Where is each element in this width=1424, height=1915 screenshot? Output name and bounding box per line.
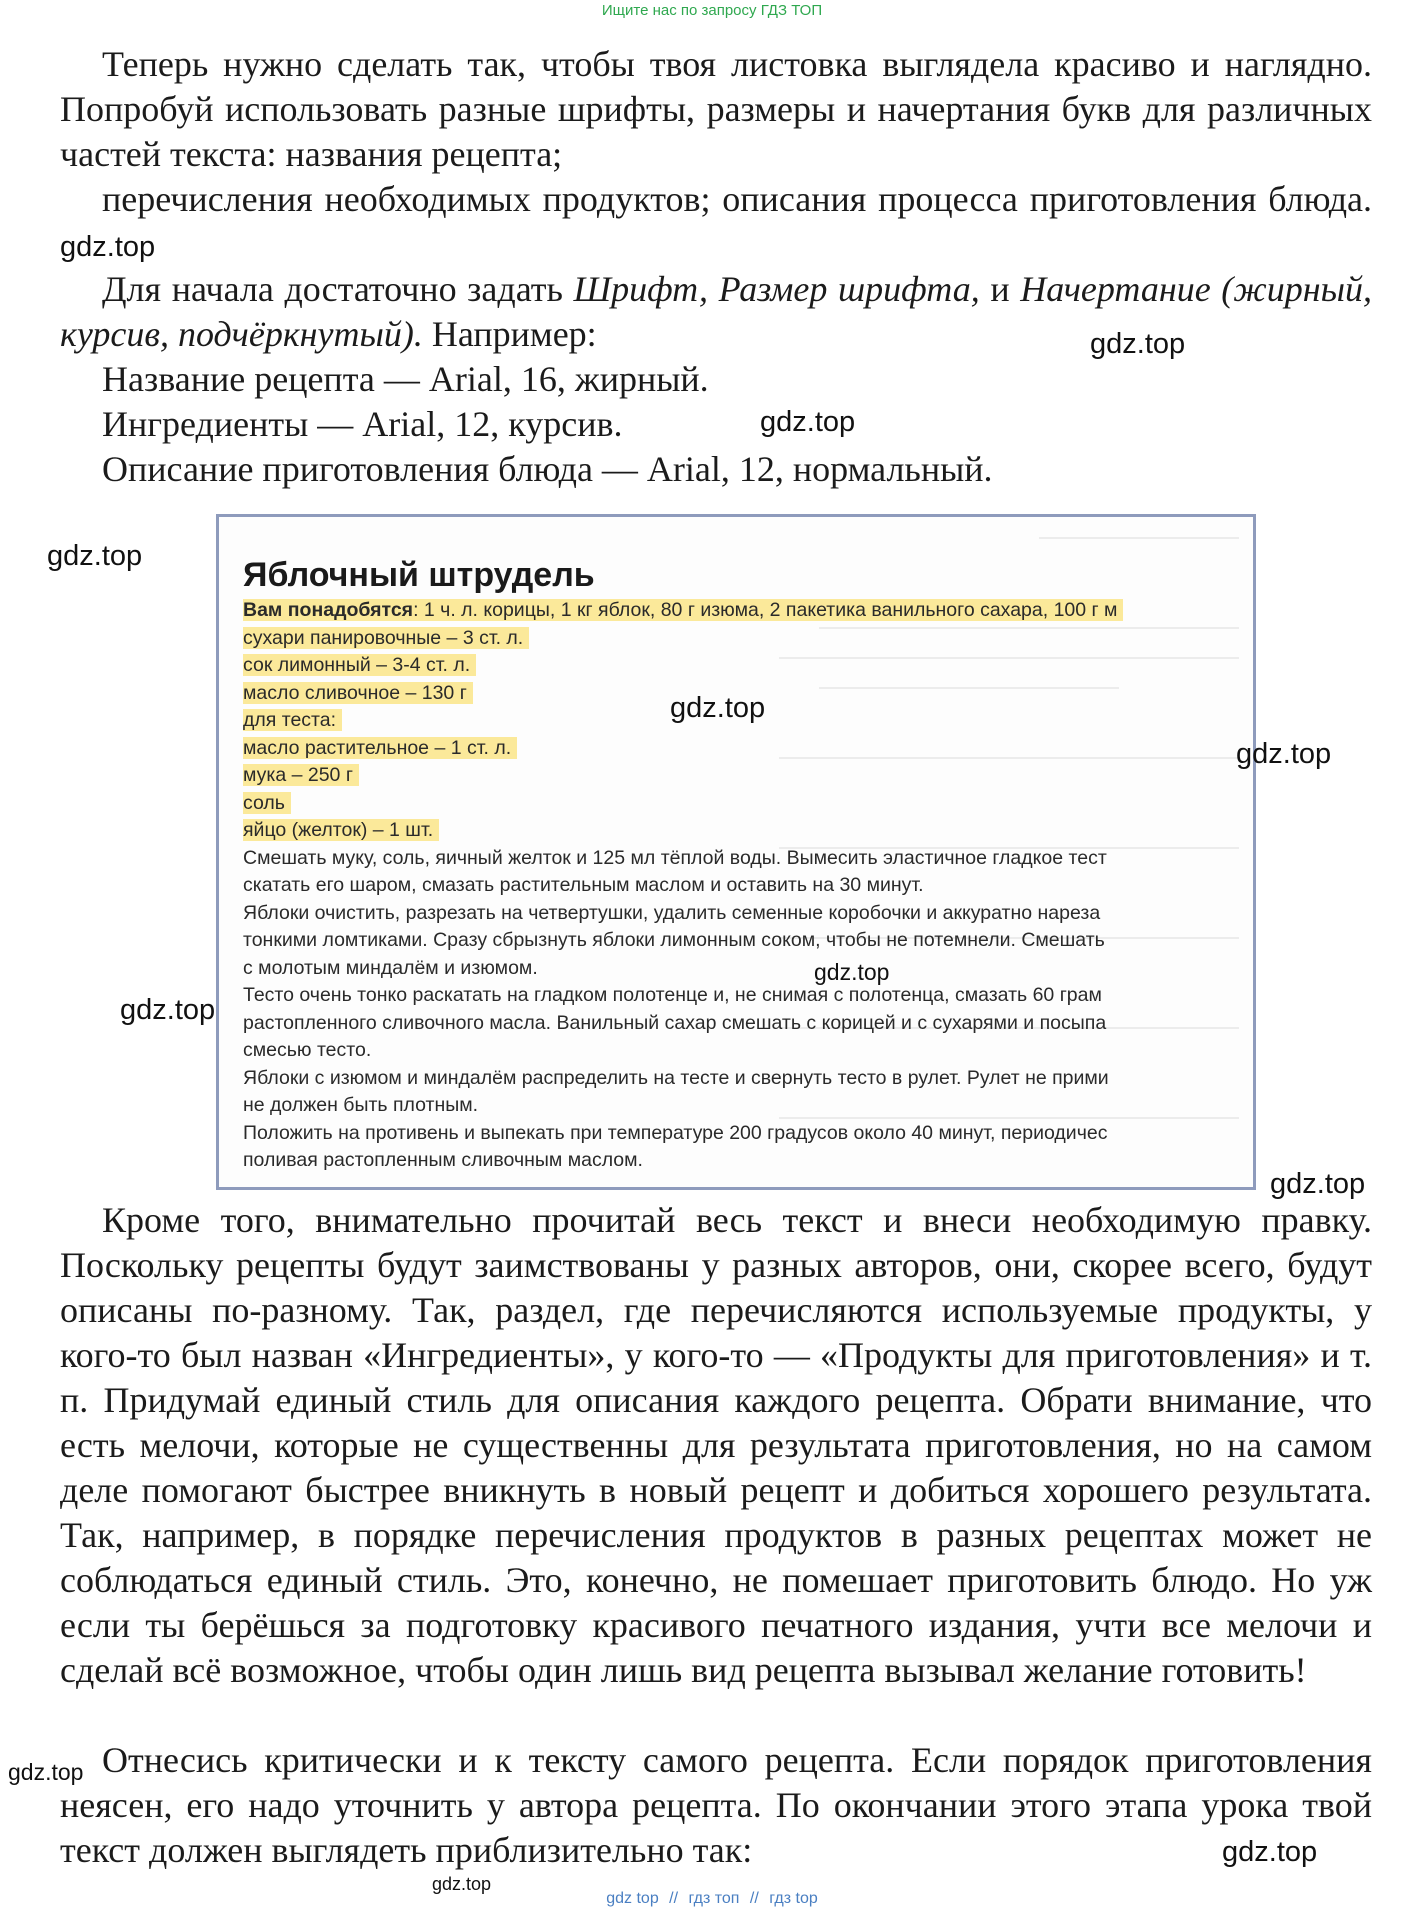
watermark: gdz.top xyxy=(47,540,143,572)
ingredient-item: масло растительное – 1 ст. л. xyxy=(243,735,1253,763)
recipe-step-line: не должен быть плотным. xyxy=(243,1094,479,1116)
footer-link[interactable]: gdz top xyxy=(606,1890,659,1907)
watermark: gdz.top xyxy=(1236,738,1332,770)
ingredient-item: мука – 250 г xyxy=(243,762,1253,790)
ingredient-item: сухари панировочные – 3 ст. л. xyxy=(243,625,1253,653)
intro-paragraph-3: Для начала достаточно задать Шрифт, Размер шрифта, и Начертание (жирный, курсив, подчёркнутый). Например: xyxy=(60,269,1373,354)
header-search-link[interactable]: Ищите нас по запросу ГДЗ ТОП xyxy=(601,2,823,19)
watermark: gdz.top xyxy=(670,692,766,724)
body-paragraph-4: Кроме того, внимательно прочитай весь текст и внеси необходимую правку. Поскольку рецепты будут заимствованы у разных авторов, они, скорее всего, будут описаны по-разному. Так, раздел, где перечисляются используемые продукты, у кого-то был назван «Ингредиенты», у кого-то — «Продукты для приготовления» и т. п. Придумай единый стиль для описания каждого рецепта. Обрати внимание, что есть мелочи, которые не существенны для результата приготовления, но на самом деле помогают быстрее вникнуть в новый рецепт и добиться хорошего результата. Так, например, в порядке перечисления продуктов в разных рецептах может не соблюдаться единый стиль. Это, конечно, не помешает приготовить блюдо. Но уж если ты берёшься за подготовку красивого печатного издания, учти все мелочи и сделай всё возможное, чтобы один лишь вид рецепта вызывал желание готовить! xyxy=(60,1200,1372,1690)
watermark: gdz.top xyxy=(1270,1168,1366,1200)
recipe-step-line: тонкими ломтиками. Сразу сбрызнуть яблоки лимонным соком, чтобы не потемнели. Смешать xyxy=(243,929,1105,951)
recipe-example-image xyxy=(216,514,1256,1190)
watermark: gdz.top xyxy=(760,406,856,438)
watermark: gdz.top xyxy=(1222,1836,1318,1868)
font-example-title: Название рецепта — Arial, 16, жирный. xyxy=(102,359,709,399)
footer-links xyxy=(0,1890,1424,1908)
intro-paragraph-2: перечисления необходимых продуктов; описания процесса приготовления блюда. gdz.top xyxy=(60,179,1372,263)
recipe-step-line: Яблоки с изюмом и миндалём распределить на тесте и свернуть тесто в рулет. Рулет не прими xyxy=(243,1066,1109,1089)
recipe-step-line: скатать его шаром, смазать растительным маслом и оставить на 30 минут. xyxy=(243,874,924,896)
ingredient-item: яйцо (желток) – 1 шт. xyxy=(243,817,1253,845)
footer-link[interactable]: гдз top xyxy=(769,1890,818,1907)
recipe-need-line: Вам понадобятся: 1 ч. л. корицы, 1 кг яблок, 80 г изюма, 2 пакетика ванильного сахара, 100 г м xyxy=(243,597,1253,625)
intro-paragraph-1: Теперь нужно сделать так, чтобы твоя листовка выглядела красиво и наглядно. Попробуй использовать разные шрифты, размеры и начертания букв для различных частей текста: названия рецепта; xyxy=(60,44,1372,174)
ingredient-item: масло сливочное – 130 г xyxy=(243,680,1253,708)
footer-link[interactable]: гдз топ xyxy=(688,1890,740,1907)
footer-separator: // xyxy=(669,1890,679,1907)
watermark: gdz.top xyxy=(432,1874,492,1894)
recipe-step-line: растопленного сливочного масла. Ванильный сахар смешать с корицей и с сухарями и посыпа xyxy=(243,1011,1107,1034)
watermark: gdz.top xyxy=(814,959,890,985)
recipe-step-line: Яблоки очистить, разрезать на четвертушки, удалить семенные коробочки и аккуратно нареза xyxy=(243,901,1101,924)
ingredient-item: сок лимонный – 3-4 ст. л. xyxy=(243,652,1253,680)
font-example-description: Описание приготовления блюда — Arial, 12, нормальный. xyxy=(102,449,993,489)
recipe-content xyxy=(243,555,1253,1175)
ingredient-item: для теста: xyxy=(243,707,1253,735)
recipe-step-line: Положить на противень и выпекать при температуре 200 градусов около 40 минут, периодичес xyxy=(243,1121,1108,1144)
watermark: gdz.top xyxy=(120,994,216,1026)
footer-separator: // xyxy=(749,1890,759,1907)
recipe-title: Яблочный штрудель xyxy=(243,556,595,594)
font-example-ingredients: Ингредиенты — Arial, 12, курсив. xyxy=(102,404,623,444)
body-paragraph-5: Отнесись критически и к тексту самого рецепта. Если порядок приготовления неясен, его надо уточнить у автора рецепта. По окончании этого этапа урока твой текст должен выглядеть приблизительно так: xyxy=(60,1740,1372,1870)
watermark: gdz.top xyxy=(1090,328,1186,360)
watermark: gdz.top xyxy=(8,1759,84,1785)
recipe-step-line: с молотым миндалём и изюмом. xyxy=(243,956,538,979)
recipe-step-line: Тесто очень тонко раскатать на гладком полотенце и, не снимая с полотенца, смазать 60 грам xyxy=(243,984,1102,1006)
recipe-step-line: поливая растопленным сливочным маслом. xyxy=(243,1149,643,1171)
watermark: gdz.top xyxy=(60,231,156,263)
ingredient-item: соль xyxy=(243,790,1253,818)
recipe-step-line: смесью тесто. xyxy=(243,1039,372,1061)
recipe-step-line: Смешать муку, соль, яичный желток и 125 мл тёплой воды. Вымесить эластичное гладкое тест xyxy=(243,846,1107,869)
